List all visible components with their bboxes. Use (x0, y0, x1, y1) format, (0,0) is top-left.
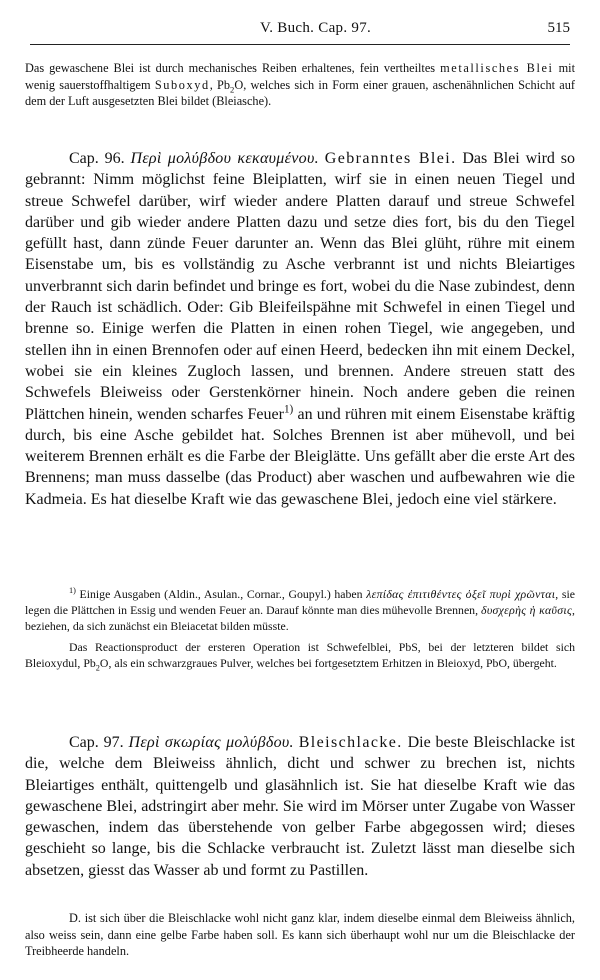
chapter-96-title: Gebranntes Blei. (324, 150, 457, 167)
chapter-97-text (25, 732, 575, 881)
footnote-greek-2: δυσχερὴς ἡ καῦσις (481, 603, 573, 618)
page-header (30, 20, 570, 44)
footnote-text-3: , beziehen, da sich zunächst ein Bleiacetat bilden müsste. (25, 603, 575, 634)
intro-text-3: O, welches sich in Form einer grauen, aschenähnlichen Schicht auf dem der Luft ausgesetzten Blei bildet (Bleiasche). (25, 77, 575, 108)
footnote-mark: 1) (69, 586, 76, 596)
intro-formula-subscript: 2 (230, 83, 235, 94)
chapter-97-title: Bleischlacke. (298, 734, 403, 751)
chapter-96 (25, 148, 575, 510)
intro-formula: , Pb (209, 77, 231, 92)
chapter-96-label: Cap. 96. (69, 150, 125, 167)
commentary-97: D. ist sich über die Bleischlacke wohl nicht ganz klar, indem dieselbe einmal dem Bleiweiss ähnlich, also weiss sein, dann eine gelbe Farbe haben soll. Es kann sich überhaupt wohl nur um die Bleischlacke der Treibheerde handeln. (25, 911, 575, 959)
header-rule (30, 44, 570, 45)
footnote-greek-1: λεπίδας ἐπιτιθέντες ὀξεῖ πυρὶ χρῶνται (366, 587, 556, 601)
commentary-96-subscript: 2 (95, 663, 100, 673)
chapter-97-body: Die beste Bleischlacke ist die, welche dem Bleiweiss ähnlich, dicht und schwer zu brechen ist, nichts Bleiartiges enthält, quittengelb und glasähnlich ist. Sie hat dieselbe Kraft wie das gewaschene Blei, adstringirt aber mehr. Sie wird im Mörser unter Zugabe von Wasser gewaschen, indem das überstehende von gelber Farbe abgegossen wird; dieses geschieht so lange, bis die Schlacke verbraucht ist. Zuletzt lässt man dieselbe sich absetzen, giesst das Wasser ab und formt zu Pastillen. (25, 734, 576, 879)
running-head: V. Buch. Cap. 97. (260, 20, 372, 36)
footnote-reference: 1) (283, 403, 294, 416)
chapter-97 (25, 732, 575, 881)
chapter-97-greek-title: Περὶ σκωρίας μολύβδου. (128, 734, 294, 751)
page-number: 515 (547, 20, 570, 36)
chapter-97-label: Cap. 97. (69, 734, 124, 751)
intro-suboxyd: Suboxyd (154, 77, 210, 92)
footnote-text-2: , sie legen die Plättchen in Essig und wenden Feuer an. Darauf könnte man dies mühevolle Brennen, (25, 587, 575, 618)
intro-paragraph (25, 60, 575, 110)
intro-text-1: Das gewaschene Blei ist durch mechanisches Reiben erhaltenes, fein vertheiltes (25, 61, 441, 75)
footnote-text-1: Einige Ausgaben (Aldin., Asulan., Cornar., Goupyl.) haben (75, 587, 367, 601)
intro-text-2: mit wenig sauerstoffhaltigem (25, 61, 575, 92)
chapter-96-text (25, 148, 575, 510)
chapter-96-body-a: Das Blei wird so gebrannt: Nimm möglichst feine Bleiplatten, wirf sie in einen neuen Tiegel und streue Schwefel darüber, wirf wieder andere Platten darauf und streue Schwefel darüber und gib wieder andere Platten dazu und setze dies fort, bis du den Tiegel gefüllt hast, dann zünde Feuer darunter an. Wenn das Blei glüht, rühre mit einem Eisenstabe um, bis es vollständig zu Asche verbrannt ist und nichts Bleiartiges unverbrannt sich darin befindet und bringe es fort, wobei du die Nase zubindest, denn der Rauch ist schädlich. Oder: Gib Bleifeilspähne mit Schwefel in einen Tiegel und brenne so. Einige werfen die Platten in einen rohen Tiegel, wie angegeben, und stellen ihn in einen Brennofen oder auf einen Heerd, bedecken ihn mit einem Deckel, wobei sie ein kleines Zugloch lassen, und brennen. Andere streuen statt des Schwefels Bleiweiss oder Gerstenkörner hinein. Noch andere geben die reinen Plättchen hinein, wenden scharfes Feuer (25, 150, 575, 423)
commentary-96-text-1: Das Reactionsproduct der ersteren Operation ist Schwefelblei, PbS, bei der letzteren bildet sich Bleioxydul, Pb (25, 640, 575, 671)
commentary-96-text-2: O, als ein schwarzgraues Pulver, welches bei fortgesetztem Erhitzen in Bleioxyd, PbO, übergeht. (99, 656, 557, 671)
footnote-1 (25, 586, 575, 635)
chapter-96-body-b: an und rühren mit einem Eisenstabe kräftig durch, bis eine Asche gebildet hat. Solches Brennen ist aber mühevoll, und bei weiterem Brennen erhält es die Farbe der Bleiglätte. Uns gefällt aber die erste Art des Brennens; man muss dasselbe (das Product) aber waschen und aufbewahren wie die Kadmeia. Es hat dieselbe Kraft wie das gewaschene Blei, jedoch eine viel stärkere. (25, 405, 576, 508)
commentary-96 (25, 639, 575, 671)
intro-metallic-lead: metallisches Blei (440, 61, 554, 75)
chapter-96-greek-title: Περὶ μολύβδου κεκαυμένου. (130, 150, 319, 167)
